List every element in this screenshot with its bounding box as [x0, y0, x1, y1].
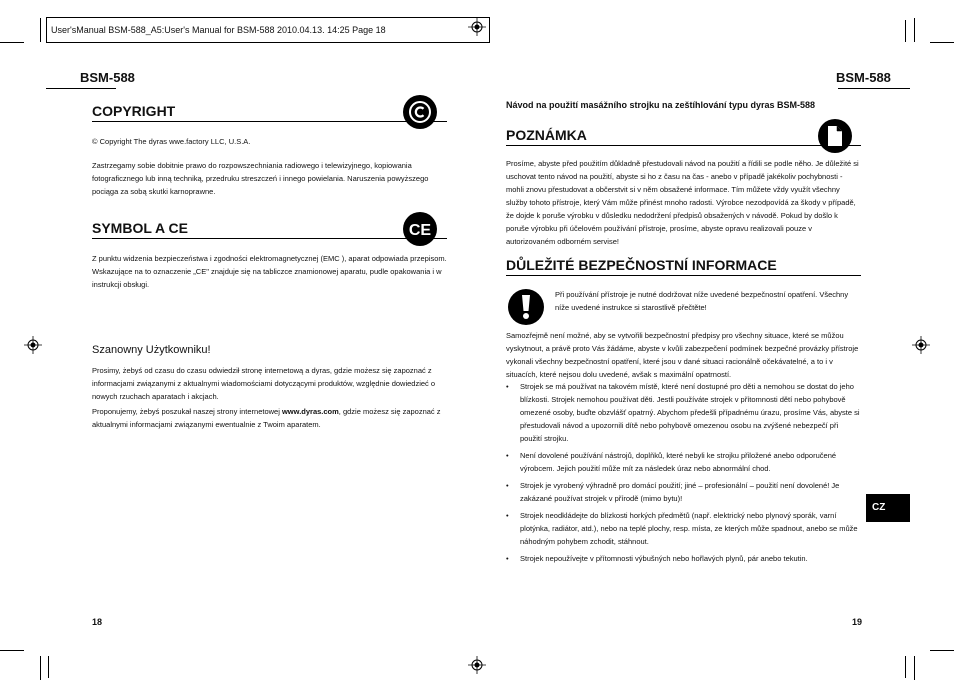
crop-mark — [930, 650, 954, 651]
ce-heading-rule — [92, 238, 447, 239]
safety-intro: Samozřejmě není možné, aby se vytvořili bezpečnostní předpisy pro všechny situace, které se můžou vyskytnout, a právě proto Vás žádáme, abyste v kvůli zabezpečení podmínek bezpečné provázky přístroje vykonali všechny bezpečnostní opatření, které jsou v dané situaci racionálně očekávatelné, a to i v situacích, které nejsou dolu uvedené, avšak s maximální opatrností. — [506, 331, 859, 379]
ce-paragraph: Z punktu widzenia bezpieczeństwa i zgodności elektromagnetycznej (EMC ), aparat odpowiada przepisom. Wskazujące na to oznaczenie „CE" znajduje się na tabliczce znamionowej aparatu, pudle opakowania i w instrukcji obsługi. — [92, 254, 447, 289]
crop-mark — [40, 656, 41, 680]
manual-subtitle: Návod na použití masážního strojku na zeštíhlování typu dyras BSM-588 — [506, 100, 816, 110]
safety-bullet-list — [506, 380, 862, 569]
customer-heading: Szanowny Użytkowniku! — [92, 344, 211, 356]
crop-mark — [40, 18, 41, 42]
crop-mark — [914, 656, 915, 680]
ce-heading: SYMBOL A CE — [92, 220, 188, 236]
right-header-rule — [838, 88, 910, 89]
safety-heading: DŮLEŽITÉ BEZPEČNOSTNÍ INFORMACE — [506, 257, 777, 273]
crop-mark — [905, 656, 906, 678]
print-slug: User'sManual BSM-588_A5:User's Manual for BSM-588 2010.04.13. 14:25 Page 18 — [46, 17, 490, 43]
registration-mark-icon — [468, 656, 486, 674]
registration-mark-icon — [24, 336, 42, 354]
safety-heading-rule — [506, 275, 861, 276]
list-item: • Není dovolené používání nástrojů, doplňků, které nebyli ke strojku přiložené anebo odporučené výrobcem. Jejich použití může mít za následek úraz nebo abnormální chod. — [506, 449, 862, 475]
crop-mark — [0, 42, 24, 43]
note-document-icon — [818, 119, 852, 153]
svg-text:CE: CE — [408, 222, 432, 239]
note-heading-rule — [506, 145, 861, 146]
safety-warning: Při používání přístroje je nutné dodržovat níže uvedené bezpečnostní opatření. Všechny níže uvedené instrukce si starostlivě přečtěte! — [555, 290, 849, 312]
registration-mark-icon — [912, 336, 930, 354]
ce-mark-icon — [403, 212, 437, 246]
crop-mark — [0, 650, 24, 651]
crop-mark — [914, 18, 915, 42]
customer-paragraph-2-end: , gdzie możesz się zapoznać z aktualnymi informacjami związanymi ewentualnie z Twoim aparatem. — [92, 407, 441, 429]
copyright-line: © Copyright The dyras wwe.factory LLC, U.S.A. — [92, 137, 251, 146]
registration-mark-icon — [468, 18, 486, 36]
list-item: • Strojek se má používat na takovém místě, které není dostupné pro děti a nemohou se dostat do jeho blízkosti. Strojek nemohou používat děti. Jestli používáte strojek v přítomnosti dětí nebo pohybově omezené osoby, buďte obzvlášť opatrný. Abychom předešli případnému úrazu, prosíme Vás, abyste si přestudovali návod a upozornili dítě nebo pohybově omezenou osobu na zvýšené nebezpečí při použití strojku. — [506, 380, 862, 445]
language-tab: CZ — [866, 494, 910, 522]
copyright-icon — [403, 95, 437, 129]
note-heading: POZNÁMKA — [506, 127, 587, 143]
list-item: • Strojek neodkládejte do blízkosti horkých předmětů (např. elektrický nebo plynový sporák, varní plotýnka, radiátor, atd.), nebo na teplé plochy, resp. místa, ze kterých může spadnout, anebo se může náhodným pohybem zchodit, stáhnout. — [506, 509, 862, 548]
crop-mark — [905, 20, 906, 42]
website-link[interactable]: www.dyras.com — [281, 407, 339, 416]
crop-mark — [48, 656, 49, 678]
copyright-heading: COPYRIGHT — [92, 103, 176, 119]
left-header-rule — [46, 88, 116, 89]
customer-paragraph-2 — [92, 405, 448, 431]
note-paragraph: Prosíme, abyste před použitím důkladně přestudovali návod na použití a řídili se podle něho. Je důležité si uschovat tento návod na použití, abyste si ho z času na čas - anebo v případě jakékoliv pochybnosti - mohli znovu přestudovat a občerstvit si v něm obsažené informace. Tím můžete vždy využít všechny služby tohoto přístroje, který Vám může přinést mnoho radosti. Výrobce nezodpovídá za škody v případě, že dojde k poruše výrobku v důsledku nedodržení předpisů obsažených v návodě. Pokud by došlo k poruše výrobku při účelovém používání přístroje, prosíme, abyste opravu realizovali pouze v autorizovaném odborném servise! — [506, 159, 859, 246]
left-model-header: BSM-588 — [80, 70, 135, 85]
copyright-paragraph: Zastrzegamy sobie dobitnie prawo do rozpowszechniania radiowego i telewizyjnego, kopiowania fotograficznego lub inną techniką, przedruku streszczeń i innego powielania. Naruszenia powyższego pociąga za sobą skutki karnoprawne. — [92, 161, 429, 196]
crop-mark — [930, 42, 954, 43]
left-page-number: 18 — [92, 617, 103, 627]
exclamation-icon — [508, 289, 544, 325]
list-item: • Strojek je vyrobený výhradně pro domácí použití; jiné – profesionální – použití není dovolené! Je zakázané používat strojek v přírodě (mimo bytu)! — [506, 479, 862, 505]
right-page-number: 19 — [852, 617, 863, 627]
list-item: • Strojek nepoužívejte v přítomnosti výbušných nebo hořlavých plynů, pár anebo tekutin. — [506, 552, 862, 565]
customer-paragraph-1: Prosimy, żebyś od czasu do czasu odwiedził stronę internetową a dyras, gdzie możesz się zapoznać z informacjami związanymi z aktualnymi wiadomościami dotyczącymi produktów, względnie dowiedzieć o nowych rzuchach aparatach i akcjach. — [92, 366, 436, 401]
customer-paragraph-2-text: Proponujemy, żebyś poszukał naszej strony internetowej — [92, 407, 282, 416]
right-model-header: BSM-588 — [836, 70, 891, 85]
copyright-heading-rule — [92, 121, 447, 122]
